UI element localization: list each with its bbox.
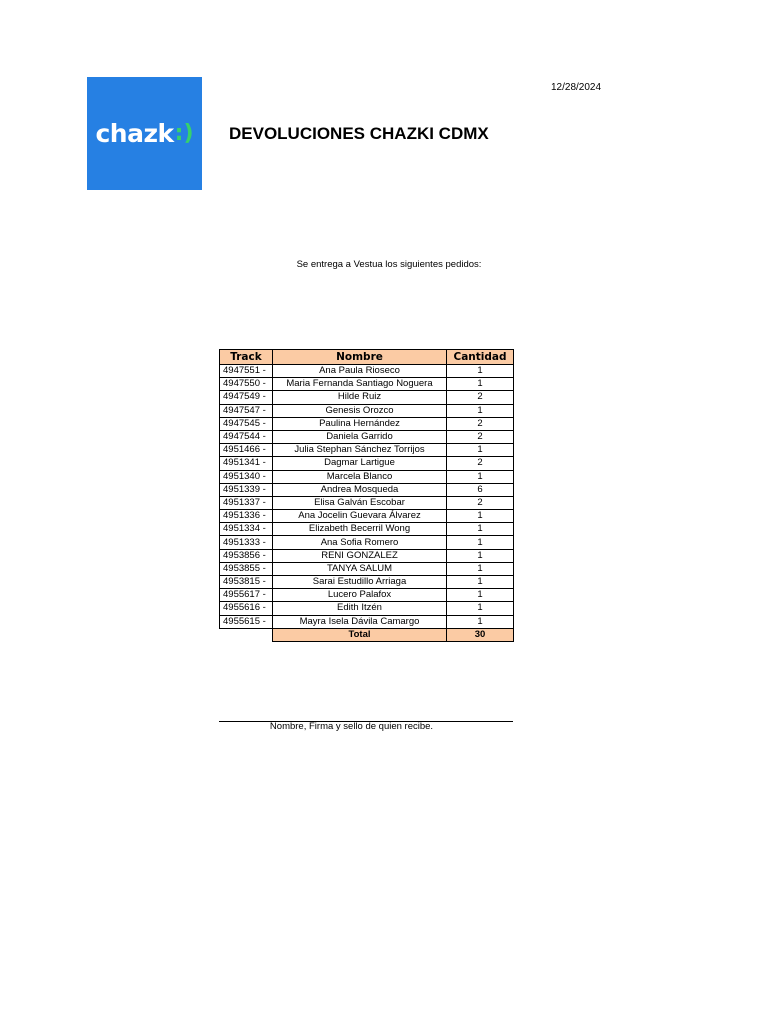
table-row — [220, 523, 514, 536]
total-label: Total — [273, 628, 447, 641]
table-row — [220, 378, 514, 391]
name-cell: Genesis Orozco — [273, 404, 447, 417]
qty-cell: 1 — [447, 470, 514, 483]
track-cell: 4951466 - — [220, 444, 273, 457]
qty-cell: 2 — [447, 417, 514, 430]
table-row — [220, 615, 514, 628]
track-cell: 4947547 - — [220, 404, 273, 417]
name-cell: Daniela Garrido — [273, 430, 447, 443]
track-cell: 4951339 - — [220, 483, 273, 496]
name-cell: Paulina Hernández — [273, 417, 447, 430]
qty-cell: 1 — [447, 510, 514, 523]
track-cell: 4955616 - — [220, 602, 273, 615]
track-cell: 4951340 - — [220, 470, 273, 483]
track-cell: 4951333 - — [220, 536, 273, 549]
table-row — [220, 404, 514, 417]
column-header-name: Nombre — [273, 350, 447, 365]
column-header-qty: Cantidad — [447, 350, 514, 365]
table-row — [220, 510, 514, 523]
track-cell: 4951341 - — [220, 457, 273, 470]
track-cell: 4955617 - — [220, 589, 273, 602]
track-cell: 4951337 - — [220, 496, 273, 509]
name-cell: Ana Paula Rioseco — [273, 365, 447, 378]
table-row — [220, 602, 514, 615]
table-row — [220, 444, 514, 457]
table-row — [220, 496, 514, 509]
qty-cell: 1 — [447, 523, 514, 536]
table-row — [220, 365, 514, 378]
name-cell: Dagmar Lartigue — [273, 457, 447, 470]
qty-cell: 1 — [447, 576, 514, 589]
page-title: DEVOLUCIONES CHAZKI CDMX — [229, 124, 489, 143]
qty-cell: 2 — [447, 391, 514, 404]
total-spacer — [220, 628, 273, 641]
qty-cell: 2 — [447, 496, 514, 509]
column-header-track: Track — [220, 350, 273, 365]
qty-cell: 1 — [447, 589, 514, 602]
table-row — [220, 391, 514, 404]
table-row — [220, 483, 514, 496]
qty-cell: 1 — [447, 549, 514, 562]
name-cell: Andrea Mosqueda — [273, 483, 447, 496]
name-cell: Hilde Ruiz — [273, 391, 447, 404]
table-row — [220, 457, 514, 470]
name-cell: Marcela Blanco — [273, 470, 447, 483]
table-row — [220, 562, 514, 575]
track-cell: 4953856 - — [220, 549, 273, 562]
qty-cell: 1 — [447, 615, 514, 628]
track-cell: 4953855 - — [220, 562, 273, 575]
name-cell: Maria Fernanda Santiago Noguera — [273, 378, 447, 391]
qty-cell: 1 — [447, 444, 514, 457]
name-cell: Elisa Galván Escobar — [273, 496, 447, 509]
qty-cell: 1 — [447, 536, 514, 549]
qty-cell: 1 — [447, 378, 514, 391]
name-cell: Ana Sofia Romero — [273, 536, 447, 549]
logo-wordmark: chazk — [95, 119, 174, 148]
total-value: 30 — [447, 628, 514, 641]
intro-text: Se entrega a Vestua los siguientes pedidos: — [296, 259, 482, 270]
track-cell: 4955615 - — [220, 615, 273, 628]
track-cell: 4947550 - — [220, 378, 273, 391]
qty-cell: 2 — [447, 457, 514, 470]
qty-cell: 2 — [447, 430, 514, 443]
qty-cell: 1 — [447, 602, 514, 615]
table-row — [220, 576, 514, 589]
table-row — [220, 470, 514, 483]
name-cell: Julia Stephan Sánchez Torrijos — [273, 444, 447, 457]
qty-cell: 1 — [447, 562, 514, 575]
table-row — [220, 589, 514, 602]
qty-cell: 1 — [447, 365, 514, 378]
table-header-row — [220, 350, 514, 365]
name-cell: Mayra Isela Dávila Camargo — [273, 615, 447, 628]
smile-icon: :) — [174, 121, 194, 146]
name-cell: Sarai Estudillo Arriaga — [273, 576, 447, 589]
track-cell: 4947544 - — [220, 430, 273, 443]
document-date: 12/28/2024 — [551, 82, 602, 93]
track-cell: 4953815 - — [220, 576, 273, 589]
qty-cell: 6 — [447, 483, 514, 496]
name-cell: RENI GONZALEZ — [273, 549, 447, 562]
chazki-logo — [87, 77, 202, 190]
qty-cell: 1 — [447, 404, 514, 417]
name-cell: TANYA SALUM — [273, 562, 447, 575]
signature-caption: Nombre, Firma y sello de quien recibe. — [269, 721, 434, 732]
name-cell: Lucero Palafox — [273, 589, 447, 602]
table-row — [220, 417, 514, 430]
track-cell: 4947545 - — [220, 417, 273, 430]
track-cell: 4947551 - — [220, 365, 273, 378]
name-cell: Ana Jocelin Guevara Álvarez — [273, 510, 447, 523]
name-cell: Elizabeth Becerril Wong — [273, 523, 447, 536]
track-cell: 4947549 - — [220, 391, 273, 404]
name-cell: Edith Itzén — [273, 602, 447, 615]
table-row — [220, 536, 514, 549]
track-cell: 4951334 - — [220, 523, 273, 536]
table-row — [220, 549, 514, 562]
returns-table — [219, 349, 514, 642]
table-row — [220, 430, 514, 443]
total-row — [220, 628, 514, 641]
track-cell: 4951336 - — [220, 510, 273, 523]
